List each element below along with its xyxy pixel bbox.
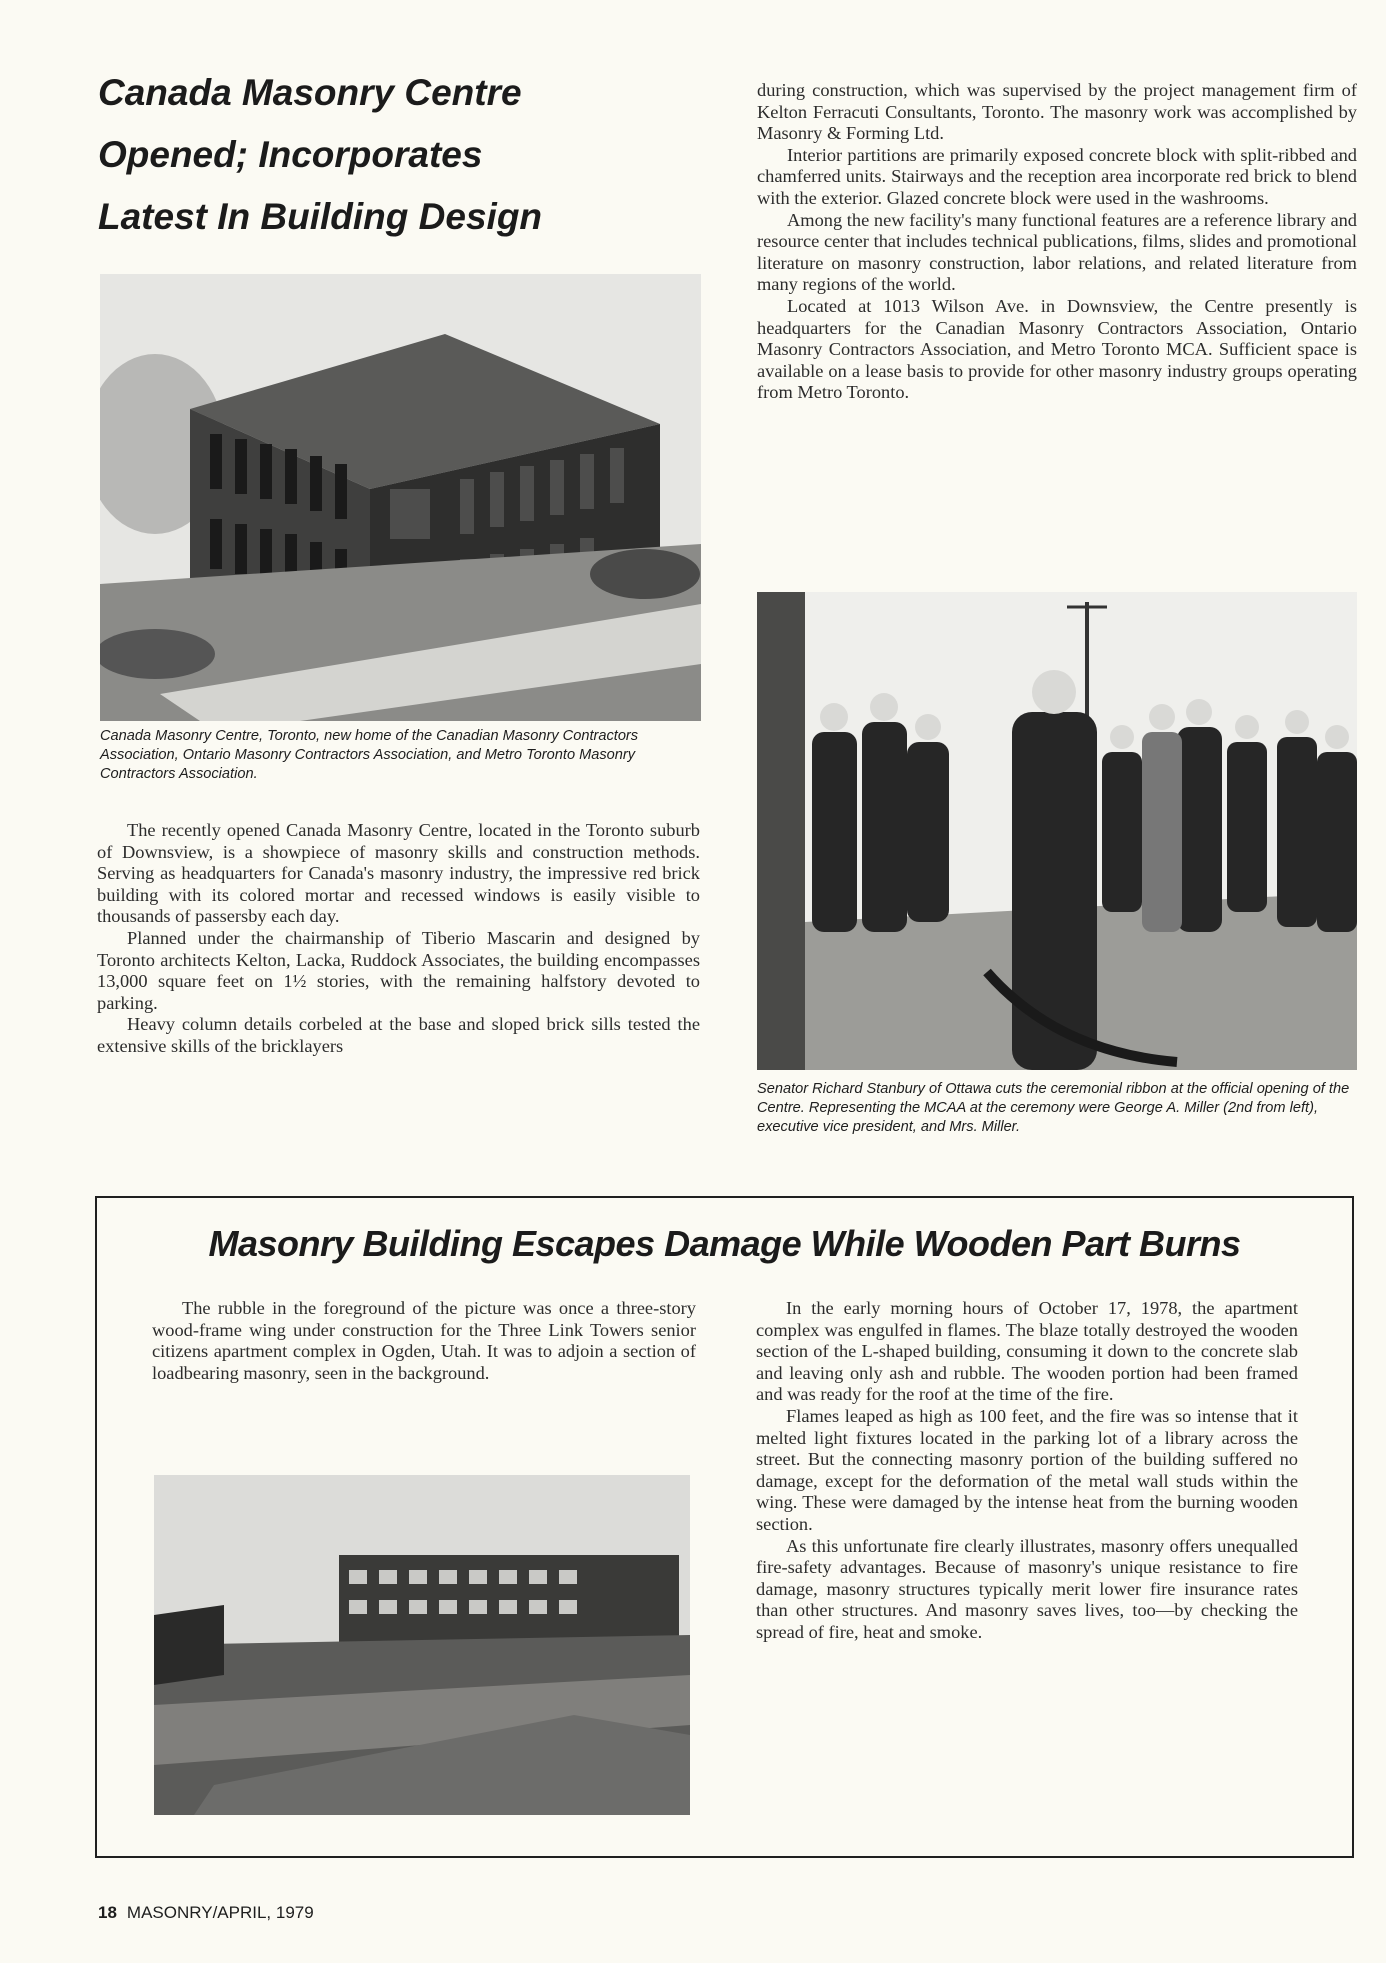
article2-column2 [756, 1298, 1298, 1644]
paragraph: Flames leaped as high as 100 feet, and the fire was so intense that it melted light fixtures located in the parking lot of a library across the street. But the connecting masonry portion of the building suffered no damage, except for the deformation of the metal wall studs within the wing. These were damaged by the intense heat from the burning wooden section. [756, 1405, 1298, 1534]
page-footer [98, 1903, 314, 1923]
paragraph: Interior partitions are primarily exposed concrete block with split-ribbed and chamferred units. Stairways and the reception area incorporate red brick to blend with the exterior. Glazed concrete block were used in the washrooms. [757, 144, 1357, 208]
article2-headline: Masonry Building Escapes Damage While Wooden Part Burns [208, 1223, 1241, 1264]
photo2-caption: Senator Richard Stanbury of Ottawa cuts the ceremonial ribbon at the official opening of the Centre. Representing the MCAA at the ceremony were George A. Miller (2nd from left), executive vice president, and Mrs. Miller. [757, 1081, 1350, 1135]
paragraph: As this unfortunate fire clearly illustrates, masonry offers unequalled fire-safety advantages. Because of masonry's unique resistance to fire damage, masonry structures typically merit lower fire insurance rates than other structures. And masonry saves lives, too—by checking the spread of fire, heat and smoke. [756, 1535, 1298, 1642]
fire-rubble-photo [154, 1475, 690, 1815]
headline-line: Opened; Incorporates [98, 134, 483, 175]
article1-column1 [97, 820, 700, 1058]
paragraph: during construction, which was supervised by the project management firm of Kelton Ferracuti Consultants, Toronto. The masonry work was accomplished by Masonry & Forming Ltd. [757, 80, 1357, 144]
paragraph: Planned under the chairmanship of Tiberio Mascarin and designed by Toronto architects Kelton, Lacka, Ruddock Associates, the building encompasses 13,000 square feet on 1½ stories, with the remaining halfstory devoted to parking. [97, 927, 700, 1013]
paragraph: In the early morning hours of October 17, 1978, the apartment complex was engulfed in flames. The blaze totally destroyed the wooden section of the L-shaped building, consuming it down to the concrete slab and leaving only ash and rubble. The wooden portion had been framed and was ready for the roof at the time of the fire. [756, 1298, 1298, 1405]
headline-line: Canada Masonry Centre [98, 72, 522, 113]
paragraph: The rubble in the foreground of the picture was once a three-story wood-frame wing under construction for the Three Link Towers senior citizens apartment complex in Ogden, Utah. It was to adjoin a section of loadbearing masonry, seen in the background. [152, 1298, 696, 1383]
photo1-caption: Canada Masonry Centre, Toronto, new home of the Canadian Masonry Contractors Association, Ontario Masonry Contractors Association, and Metro Toronto Masonry Contractors Association. [100, 728, 639, 782]
page-number: 18 [98, 1903, 117, 1922]
paragraph: The recently opened Canada Masonry Centre, located in the Toronto suburb of Downsview, is a showpiece of masonry skills and construction methods. Serving as headquarters for Canada's masonry industry, the impressive red brick building with its colored mortar and recessed windows is easily visible to thousands of passersby each day. [97, 820, 700, 927]
ribbon-ceremony-photo [757, 592, 1357, 1070]
article1-column2 [757, 80, 1357, 404]
article2-column1 [152, 1298, 696, 1384]
paragraph: Among the new facility's many functional features are a reference library and resource center that includes technical publications, films, slides and promotional literature on masonry construction, labor relations, and related literature from many regions of the world. [757, 209, 1357, 295]
paragraph: Located at 1013 Wilson Ave. in Downsview, the Centre presently is headquarters for the Canadian Masonry Contractors Association, Ontario Masonry Contractors Association, and Metro Toronto MCA. Sufficient space is available on a lease basis to provide for other masonry industry groups operating from Metro Toronto. [757, 295, 1357, 403]
paragraph: Heavy column details corbeled at the base and sloped brick sills tested the extensive skills of the bricklayers [97, 1014, 700, 1056]
article1-headline [98, 62, 618, 248]
headline-line: Latest In Building Design [98, 196, 543, 237]
masonry-centre-photo [100, 274, 701, 721]
publication-info: MASONRY/APRIL, 1979 [126, 1903, 314, 1922]
